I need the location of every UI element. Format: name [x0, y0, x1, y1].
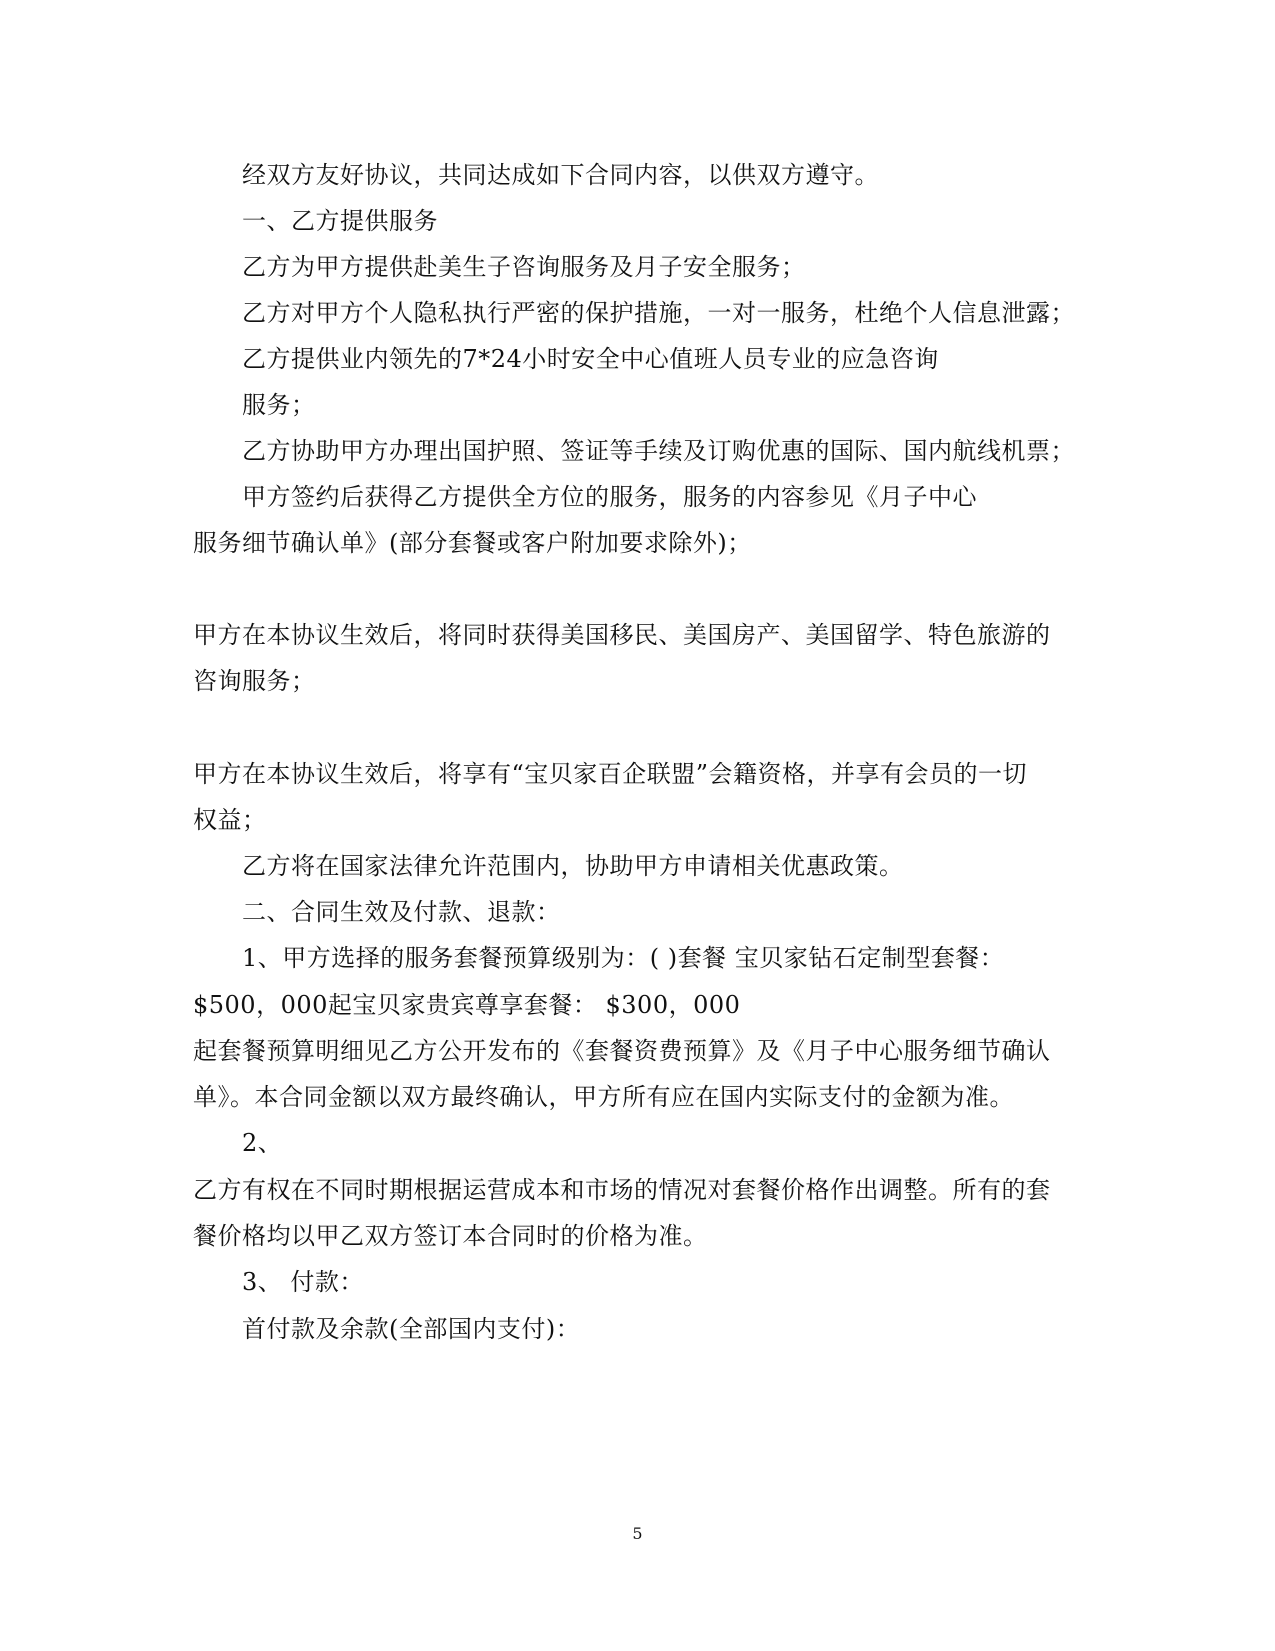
page-number: 5: [632, 1524, 643, 1543]
paragraph-line: 乙方有权在不同时期根据运营成本和市场的情况对套餐价格作出调整。所有的套: [193, 1176, 1051, 1204]
paragraph-line: 单》。本合同金额以双方最终确认，甲方所有应在国内实际支付的金额为准。: [193, 1083, 1014, 1111]
paragraph-line: 经双方友好协议，共同达成如下合同内容，以供双方遵守。: [242, 161, 879, 189]
paragraph-line: 乙方将在国家法律允许范围内，协助甲方申请相关优惠政策。: [242, 852, 904, 880]
paragraph-line: 2、: [242, 1129, 283, 1157]
section-heading: 一、乙方提供服务: [242, 207, 438, 235]
paragraph-line: $500，000起宝贝家贵宾尊享套餐： $300，000: [193, 991, 741, 1019]
paragraph-line: 3、 付款：: [242, 1268, 364, 1296]
paragraph-line: 起套餐预算明细见乙方公开发布的《套餐资费预算》及《月子中心服务细节确认: [193, 1037, 1051, 1065]
paragraph-line: 首付款及余款(全部国内支付)：: [242, 1315, 581, 1343]
paragraph-line: 咨询服务；: [193, 667, 316, 695]
paragraph-line: 服务细节确认单》(部分套餐或客户附加要求除外)；: [193, 529, 752, 557]
section-heading: 二、合同生效及付款、退款：: [242, 898, 561, 926]
paragraph-line: 乙方提供业内领先的7*24小时安全中心值班人员专业的应急咨询: [242, 345, 939, 373]
paragraph-line: 乙方为甲方提供赴美生子咨询服务及月子安全服务；: [242, 253, 806, 281]
paragraph-line: 甲方签约后获得乙方提供全方位的服务，服务的内容参见《月子中心: [242, 483, 977, 511]
paragraph-line: 乙方对甲方个人隐私执行严密的保护措施，一对一服务，杜绝个人信息泄露；: [242, 299, 1075, 327]
paragraph-line: 权益；: [193, 806, 267, 834]
paragraph-line: 甲方在本协议生效后，将享有“宝贝家百企联盟”会籍资格，并享有会员的一切: [193, 760, 1028, 788]
paragraph-line: 1、甲方选择的服务套餐预算级别为：( )套餐 宝贝家钻石定制型套餐：: [242, 944, 1005, 972]
paragraph-line: 服务；: [242, 391, 316, 419]
paragraph-line: 餐价格均以甲乙双方签订本合同时的价格为准。: [193, 1222, 708, 1250]
paragraph-line: 乙方协助甲方办理出国护照、签证等手续及订购优惠的国际、国内航线机票；: [242, 437, 1075, 465]
paragraph-line: 甲方在本协议生效后，将同时获得美国移民、美国房产、美国留学、特色旅游的: [193, 621, 1051, 649]
